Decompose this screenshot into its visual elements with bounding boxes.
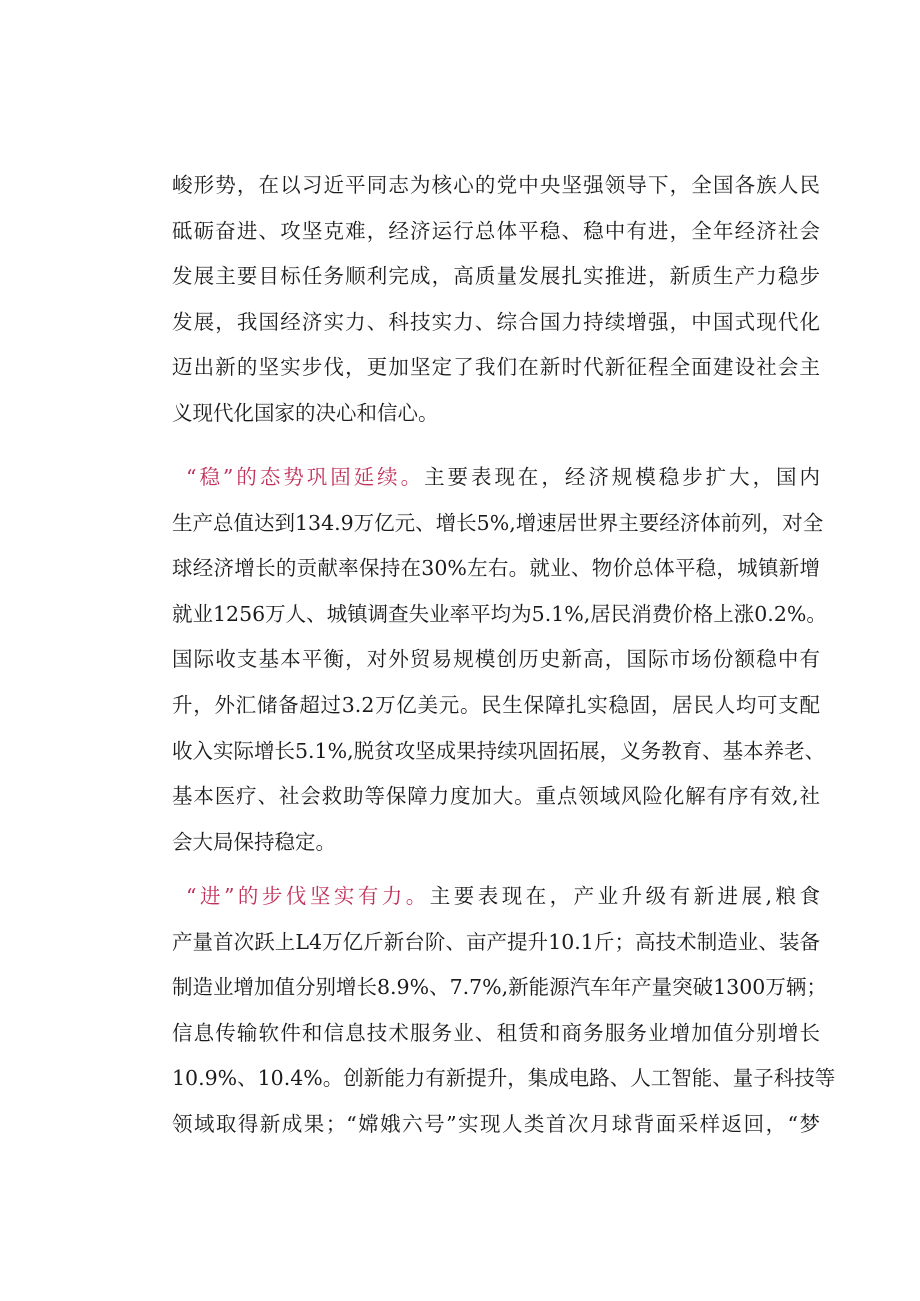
- text-line: 基本医疗、社会救助等保障力度加大。重点领域风险化解有序有效,社: [172, 784, 820, 809]
- text-line: 国际收支基本平衡，对外贸易规模创历史新高，国际市场份额稳中有: [172, 647, 820, 672]
- text-line: 迈出新的坚实步伐，更加坚定了我们在新时代新征程全面建设社会主: [172, 355, 820, 380]
- text-line: 生产总值达到134.9万亿元、增长5%,增速居世界主要经济体前列，对全: [172, 510, 824, 535]
- text-line: 制造业增加值分别增长8.9%、7.7%,新能源汽车年产量突破1300万辆；: [172, 975, 827, 1000]
- section-heading-stability: “稳”的态势巩固延续。: [186, 465, 425, 489]
- first-line: [172, 455, 820, 501]
- text-line: 砥砺奋进、攻坚克难，经济运行总体平稳、稳中有进，全年经济社会: [172, 218, 820, 243]
- text-line: 义现代化国家的决心和信心。: [172, 400, 439, 425]
- text-line: 收入实际增长5.1%,脱贫攻坚成果持续巩固拓展，义务教育、基本养老、: [172, 738, 826, 763]
- text-line: 升，外汇储备超过3.2万亿美元。民生保障扎实稳固，居民人均可支配: [172, 692, 820, 717]
- paragraph-stability: [172, 455, 827, 865]
- paragraph-summary: [172, 163, 820, 437]
- text-line: 10.9%、10.4%。创新能力有新提升，集成电路、人工智能、量子科技等: [172, 1066, 836, 1091]
- text-fragment: 主要表现在，产业升级有新进展,粮食: [429, 884, 820, 908]
- text-line: 发展，我国经济实力、科技实力、综合国力持续增强，中国式现代化: [172, 309, 820, 334]
- text-line: 球经济增长的贡献率保持在30%左右。就业、物价总体平稳，城镇新增: [172, 556, 820, 581]
- text-line: 产量首次跃上L4万亿斤新台阶、亩产提升10.1斤；高技术制造业、装备: [172, 929, 820, 954]
- text-line: 领域取得新成果；“嫦娥六号”实现人类首次月球背面采样返回，“梦: [172, 1111, 820, 1136]
- text-line: 发展主要目标任务顺利完成，高质量发展扎实推进，新质生产力稳步: [172, 264, 820, 289]
- text-line: 信息传输软件和信息技术服务业、租赁和商务服务业增加值分别增长: [172, 1020, 820, 1045]
- paragraph-progress: [172, 874, 836, 1148]
- section-heading-progress: “进”的步伐坚实有力。: [186, 884, 430, 908]
- text-line: 会大局保持稳定。: [172, 829, 336, 854]
- text-line: 就业1256万人、城镇调查失业率平均为5.1%,居民消费价格上涨0.2%。: [172, 601, 827, 626]
- text-line: 峻形势，在以习近平同志为核心的党中央坚强领导下，全国各族人民: [172, 173, 820, 197]
- text-fragment: 主要表现在，经济规模稳步扩大，国内: [424, 465, 821, 489]
- first-line: [172, 874, 820, 920]
